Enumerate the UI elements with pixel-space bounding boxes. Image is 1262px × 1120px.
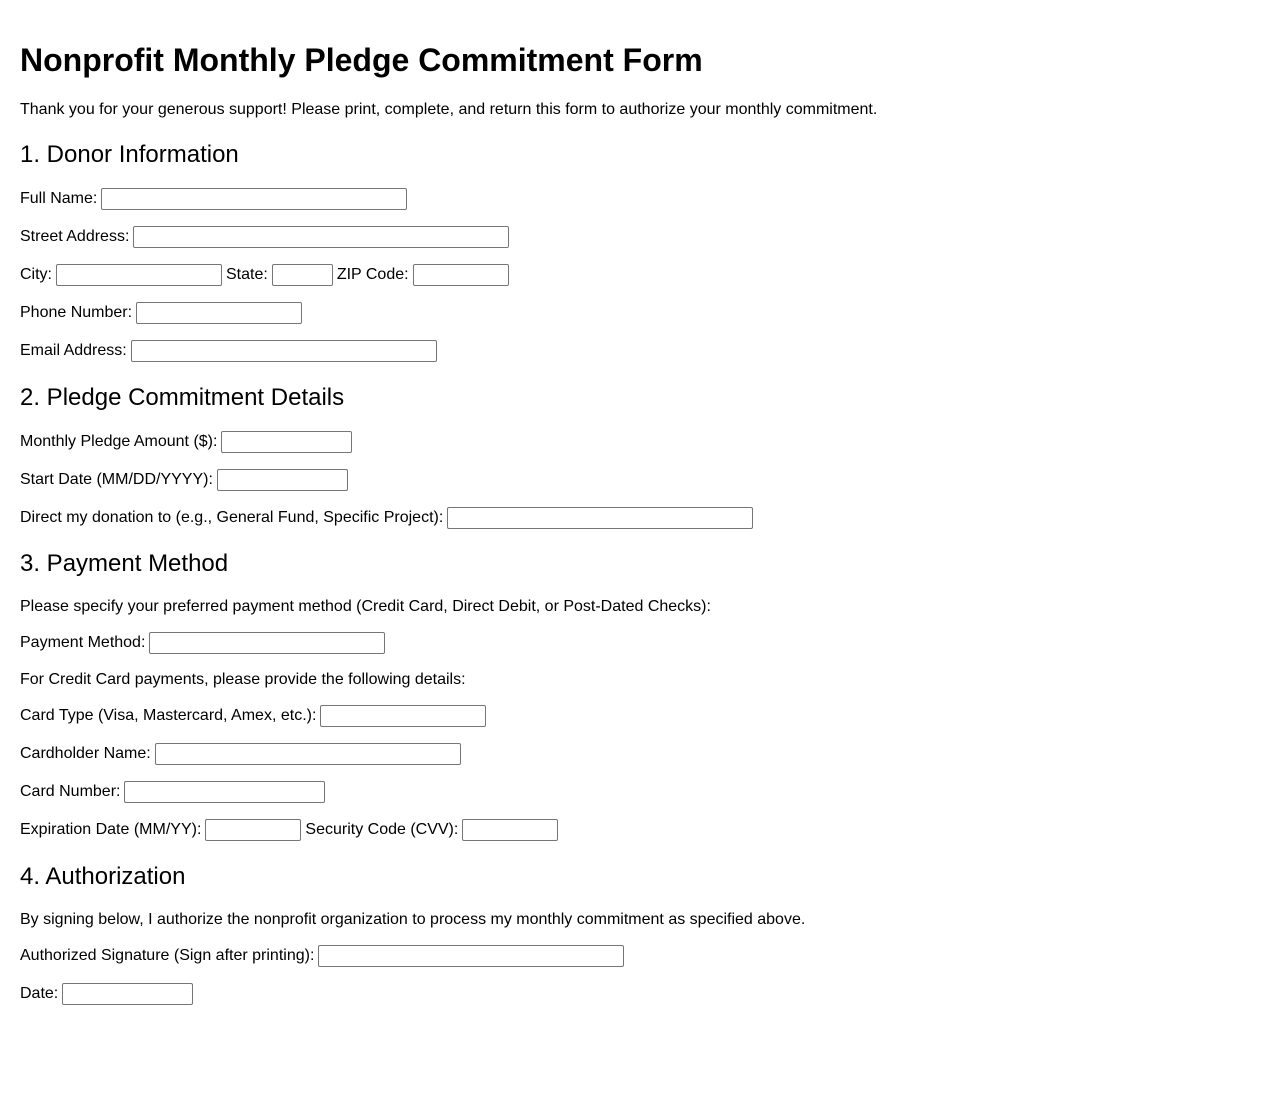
date-row [20,983,193,1005]
intro-text: Thank you for your generous support! Please print, complete, and return this form to authorize your monthly commitment. [20,101,878,118]
street-address-label: Street Address: [20,228,130,245]
city-state-zip-row [20,264,509,286]
state-label: State: [226,266,268,283]
phone-input[interactable] [136,302,302,324]
expiration-date-label: Expiration Date (MM/YY): [20,821,202,838]
page-title: Nonprofit Monthly Pledge Commitment Form [20,42,703,78]
payment-method-input[interactable] [149,632,385,654]
section-heading-donor: 1. Donor Information [20,141,239,168]
zip-code-label: ZIP Code: [336,266,409,283]
zip-code-input[interactable] [413,264,509,286]
designation-row [20,507,753,529]
street-address-input[interactable] [133,226,509,248]
payment-method-row [20,632,385,654]
cardholder-name-input[interactable] [155,743,461,765]
payment-method-label: Payment Method: [20,634,146,651]
date-input[interactable] [62,983,193,1005]
start-date-input[interactable] [217,469,348,491]
cardholder-row [20,743,461,765]
city-input[interactable] [56,264,222,286]
card-type-label: Card Type (Visa, Mastercard, Amex, etc.): [20,707,317,724]
signature-label: Authorized Signature (Sign after printing): [20,947,315,964]
expiration-cvv-row [20,819,558,841]
section-heading-payment: 3. Payment Method [20,550,229,577]
card-type-row [20,705,486,727]
email-input[interactable] [131,340,437,362]
signature-input[interactable] [318,945,624,967]
start-date-label: Start Date (MM/DD/YYYY): [20,471,213,488]
email-row [20,340,437,362]
phone-row [20,302,302,324]
full-name-input[interactable] [101,188,407,210]
phone-label: Phone Number: [20,304,133,321]
authorization-statement: By signing below, I authorize the nonprofit organization to process my monthly commitment as specified above. [20,911,806,928]
start-date-row [20,469,348,491]
payment-instruction: Please specify your preferred payment method (Credit Card, Direct Debit, or Post-Dated Checks): [20,598,711,615]
state-input[interactable] [272,264,333,286]
city-label: City: [20,266,52,283]
section-heading-authorization: 4. Authorization [20,863,186,890]
security-code-input[interactable] [462,819,558,841]
card-type-input[interactable] [320,705,486,727]
security-code-label: Security Code (CVV): [305,821,459,838]
date-label: Date: [20,985,59,1002]
full-name-row [20,188,407,210]
email-label: Email Address: [20,342,127,359]
designation-input[interactable] [447,507,753,529]
signature-row [20,945,624,967]
street-address-row [20,226,509,248]
pledge-amount-row [20,431,352,453]
section-heading-pledge: 2. Pledge Commitment Details [20,384,345,411]
pledge-amount-label: Monthly Pledge Amount ($): [20,433,218,450]
cardholder-name-label: Cardholder Name: [20,745,151,762]
card-number-label: Card Number: [20,783,121,800]
card-number-input[interactable] [124,781,325,803]
pledge-amount-input[interactable] [221,431,352,453]
credit-card-note: For Credit Card payments, please provide the following details: [20,671,466,688]
designation-label: Direct my donation to (e.g., General Fund, Specific Project): [20,509,444,526]
card-number-row [20,781,325,803]
expiration-date-input[interactable] [205,819,301,841]
full-name-label: Full Name: [20,190,98,207]
